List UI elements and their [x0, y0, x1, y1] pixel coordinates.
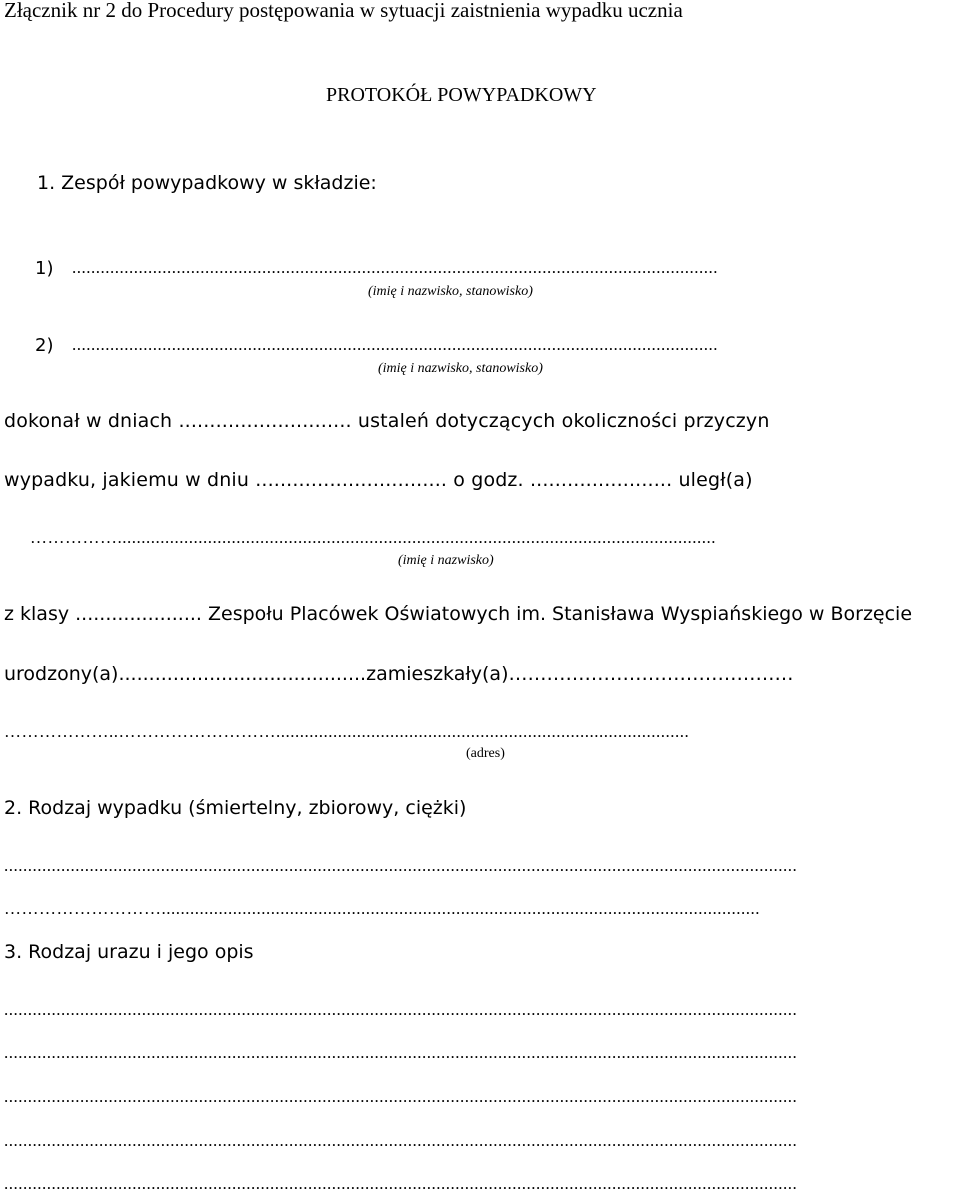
section-1-heading: 1. Zespół powypadkowy w składzie:	[37, 172, 377, 194]
member-2-caption: (imię i nazwisko, stanowisko)	[378, 361, 543, 376]
body-line-2: wypadku, jakiemu w dniu ............................... o godz. ....................... uległ(a)	[4, 469, 753, 491]
member-2-number: 2)	[35, 335, 54, 356]
body-line-5: urodzony(a).........................................zamieszkały(a)………………………………………	[4, 663, 794, 685]
member-2-field[interactable]: ........................................................................................................................................	[72, 335, 718, 354]
accident-type-field-2[interactable]: ………………………..............................................................................................................................	[4, 899, 760, 918]
page-title: PROTOKÓŁ POWYPADKOWY	[326, 84, 597, 106]
injured-name-field[interactable]: ……………..............................................................................................................................	[30, 528, 716, 547]
address-caption: (adres)	[466, 746, 505, 761]
document-header: Złącznik nr 2 do Procedury postępowania w sytuacji zaistnienia wypadku ucznia	[4, 0, 683, 22]
address-field[interactable]: ………………..……………………….......................................................................................	[4, 722, 690, 741]
section-3-heading: 3. Rodzaj urazu i jego opis	[4, 941, 254, 963]
injury-description-field-1[interactable]: .......................................................................................................................................................................	[4, 1000, 798, 1019]
injury-description-field-3[interactable]: .......................................................................................................................................................................	[4, 1087, 798, 1106]
injury-description-field-2[interactable]: .......................................................................................................................................................................	[4, 1043, 798, 1062]
injury-description-field-4[interactable]: .......................................................................................................................................................................	[4, 1131, 798, 1150]
section-2-heading: 2. Rodzaj wypadku (śmiertelny, zbiorowy, ciężki)	[4, 797, 467, 819]
body-line-1: dokonał w dniach ............................ ustaleń dotyczących okoliczności przyczyn	[4, 410, 770, 432]
member-1-number: 1)	[35, 258, 54, 279]
body-line-4: z klasy ..................... Zespołu Placówek Oświatowych im. Stanisława Wyspiańskiego w Borzęcie	[4, 603, 913, 625]
member-1-caption: (imię i nazwisko, stanowisko)	[368, 284, 533, 299]
accident-type-field-1[interactable]: .......................................................................................................................................................................	[4, 856, 798, 875]
member-1-field[interactable]: ........................................................................................................................................	[72, 258, 718, 277]
injured-name-caption: (imię i nazwisko)	[398, 553, 494, 568]
injury-description-field-5[interactable]: .......................................................................................................................................................................	[4, 1174, 798, 1193]
